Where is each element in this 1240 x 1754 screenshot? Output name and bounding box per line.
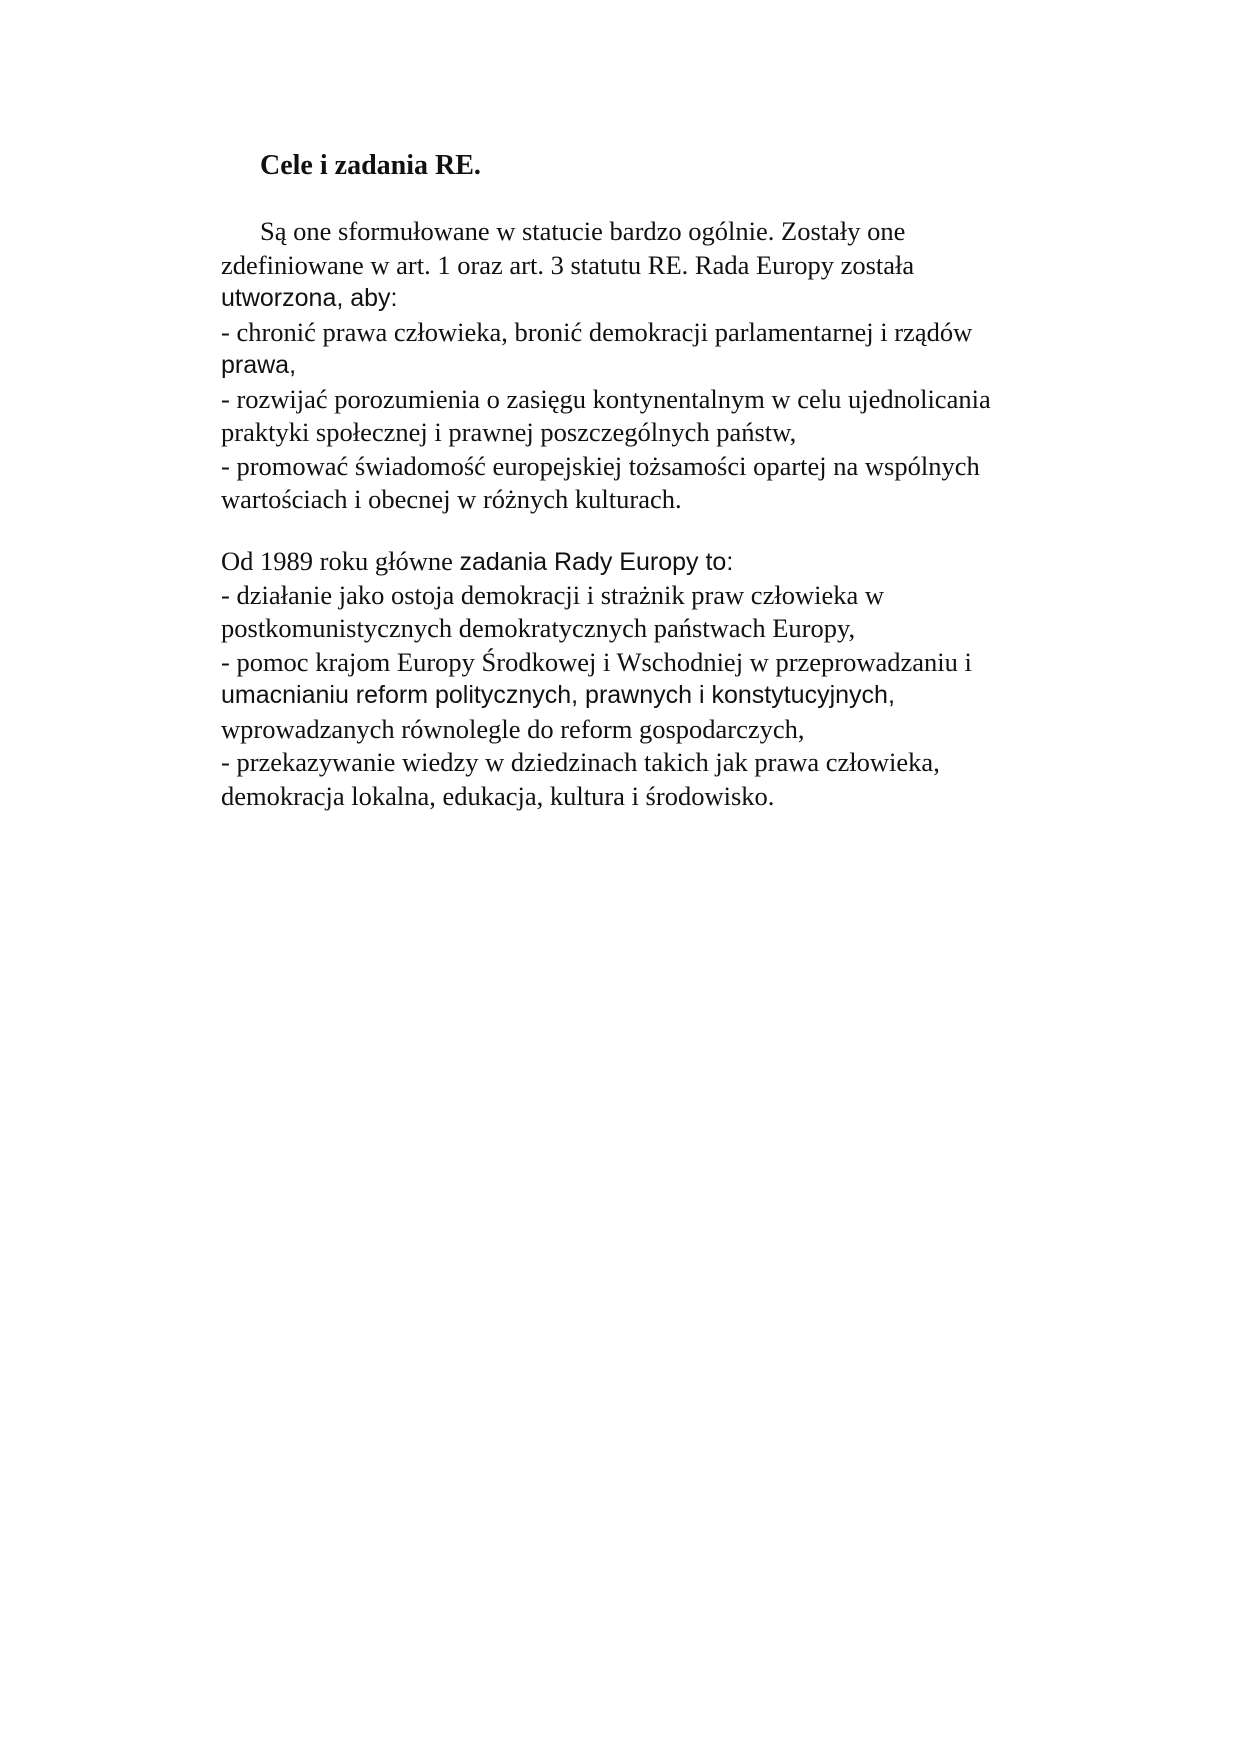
text-line: praktyki społecznej i prawnej poszczególnych państw,: [221, 417, 797, 447]
text-line: wartościach i obecnej w różnych kulturach.: [221, 484, 682, 514]
text-line: wprowadzanych równolegle do reform gospodarczych,: [221, 713, 805, 744]
text-line: umacnianiu reform politycznych, prawnych i konstytucyjnych,: [221, 681, 895, 709]
document-title: Cele i zadania RE.: [260, 150, 481, 181]
text-line: - chronić prawa człowieka, bronić demokracji parlamentarnej i rządów: [221, 316, 973, 347]
text-line: - promować świadomość europejskiej tożsamości opartej na wspólnych: [221, 450, 980, 481]
text-run-highlight: zadania Rady Europy to:: [459, 548, 734, 576]
text-line: Są one sformułowane w statucie bardzo ogólnie. Zostały one: [260, 216, 906, 246]
text-line: utworzona, aby:: [221, 284, 398, 312]
text-line: - rozwijać porozumienia o zasięgu kontynentalnym w celu ujednolicania: [221, 383, 991, 414]
text-line: postkomunistycznych demokratycznych państwach Europy,: [221, 613, 856, 643]
text-line: zdefiniowane w art. 1 oraz art. 3 statutu RE. Rada Europy została: [221, 249, 915, 280]
text-line: prawa,: [221, 351, 297, 379]
text-line: - przekazywanie wiedzy w dziedzinach takich jak prawa człowieka,: [221, 747, 940, 777]
text-line: demokracja lokalna, edukacja, kultura i środowisko.: [221, 780, 775, 811]
text-run: Od 1989 roku główne: [221, 546, 460, 576]
text-line: [221, 545, 1121, 579]
paragraph-goals: [221, 215, 1121, 517]
text-line: - działanie jako ostoja demokracji i strażnik praw człowieka w: [221, 579, 884, 610]
paragraph-tasks: [221, 545, 1121, 813]
text-line: - pomoc krajom Europy Środkowej i Wschodniej w przeprowadzaniu i: [221, 646, 972, 677]
